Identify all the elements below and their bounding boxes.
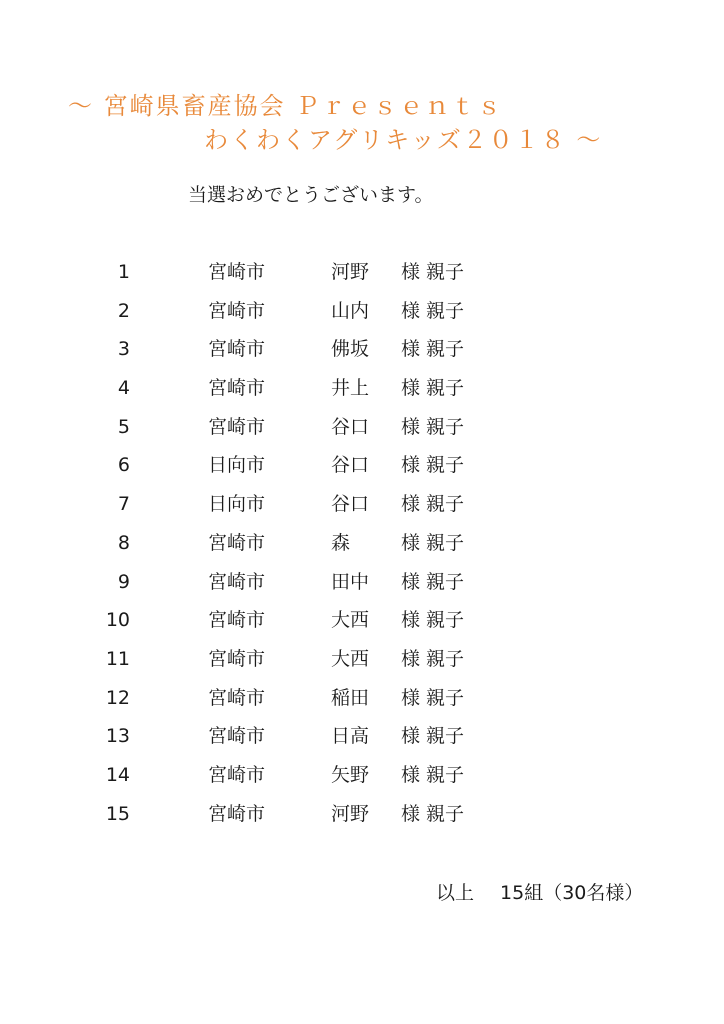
winner-honorific: 様 親子 <box>401 299 465 322</box>
winner-number: 11 <box>105 647 130 670</box>
winner-surname: 谷口 <box>331 493 370 516</box>
closing-summary <box>436 884 643 903</box>
winner-city: 宮崎市 <box>208 763 266 786</box>
winner-row <box>0 531 724 573</box>
winner-city: 宮崎市 <box>208 261 266 283</box>
winner-honorific: 様 親子 <box>401 338 465 361</box>
winner-city: 宮崎市 <box>208 377 266 400</box>
winner-row <box>0 340 724 379</box>
winner-row <box>0 647 724 689</box>
winner-row <box>0 763 724 805</box>
winner-number: 10 <box>105 609 130 632</box>
winner-city: 宮崎市 <box>208 531 266 554</box>
winner-honorific: 様 親子 <box>401 531 465 554</box>
title-line-1: ～ 宮崎県畜産協会 Ｐｒｅｓｅｎｔｓ <box>68 92 504 120</box>
winner-surname: 森 <box>331 531 351 554</box>
winner-surname: 河野 <box>331 802 370 825</box>
winner-surname: 河野 <box>331 261 370 283</box>
winner-surname: 矢野 <box>331 763 370 786</box>
winner-city: 宮崎市 <box>208 415 266 438</box>
winner-number: 13 <box>105 725 130 748</box>
winner-city: 宮崎市 <box>208 802 266 825</box>
winner-honorific: 様 親子 <box>401 802 465 825</box>
winner-number: 14 <box>105 763 130 786</box>
winner-row <box>0 456 724 495</box>
congratulations-text: 当選おめでとうございます。 <box>188 184 434 206</box>
winner-honorific: 様 親子 <box>401 261 465 283</box>
winner-number: 15 <box>105 802 130 825</box>
winner-honorific: 様 親子 <box>401 454 465 477</box>
title-line-2: わくわくアグリキッズ２０１８ ～ <box>204 126 603 154</box>
winner-number: 8 <box>117 531 130 554</box>
winner-surname: 井上 <box>331 377 370 400</box>
closing-end-mark: 以上 <box>436 882 475 904</box>
winner-honorific: 様 親子 <box>401 415 465 438</box>
winner-city: 宮崎市 <box>208 299 266 322</box>
winner-row <box>0 379 724 418</box>
winner-city: 宮崎市 <box>208 609 266 632</box>
winner-city: 日向市 <box>208 454 266 477</box>
winner-honorific: 様 親子 <box>401 763 465 786</box>
winner-row <box>0 495 724 534</box>
winner-city: 日向市 <box>208 493 266 516</box>
winner-city: 宮崎市 <box>208 686 266 709</box>
winner-honorific: 様 親子 <box>401 377 465 400</box>
winner-number: 1 <box>117 261 130 283</box>
winner-number: 6 <box>117 454 130 477</box>
winner-number: 4 <box>117 377 130 400</box>
winner-number: 2 <box>117 299 130 322</box>
winner-honorific: 様 親子 <box>401 493 465 516</box>
winner-surname: 山内 <box>331 299 370 322</box>
winner-city: 宮崎市 <box>208 570 266 593</box>
winner-surname: 稲田 <box>331 686 370 709</box>
winner-surname: 佛坂 <box>331 338 370 361</box>
winner-row <box>0 570 724 612</box>
winner-surname: 大西 <box>331 647 370 670</box>
winner-row <box>0 802 724 844</box>
winner-surname: 谷口 <box>331 415 370 438</box>
winner-honorific: 様 親子 <box>401 609 465 632</box>
winner-honorific: 様 親子 <box>401 725 465 748</box>
winner-row <box>0 727 724 766</box>
winner-city: 宮崎市 <box>208 647 266 670</box>
winner-number: 3 <box>117 338 130 361</box>
winner-surname: 田中 <box>331 570 370 593</box>
winner-number: 9 <box>117 570 130 593</box>
winner-surname: 日高 <box>331 725 370 748</box>
winner-honorific: 様 親子 <box>401 647 465 670</box>
winner-row <box>0 263 724 302</box>
closing-count: 15組（30名様） <box>500 882 644 904</box>
winner-row <box>0 415 724 457</box>
winner-row <box>0 611 724 650</box>
winner-row <box>0 686 724 728</box>
winner-surname: 大西 <box>331 609 370 632</box>
winner-city: 宮崎市 <box>208 725 266 748</box>
winner-honorific: 様 親子 <box>401 686 465 709</box>
winner-city: 宮崎市 <box>208 338 266 361</box>
winner-row <box>0 299 724 341</box>
winners-list <box>0 263 724 843</box>
winner-number: 7 <box>117 493 130 516</box>
winner-number: 12 <box>105 686 130 709</box>
winner-surname: 谷口 <box>331 454 370 477</box>
winner-honorific: 様 親子 <box>401 570 465 593</box>
winner-number: 5 <box>117 415 130 438</box>
